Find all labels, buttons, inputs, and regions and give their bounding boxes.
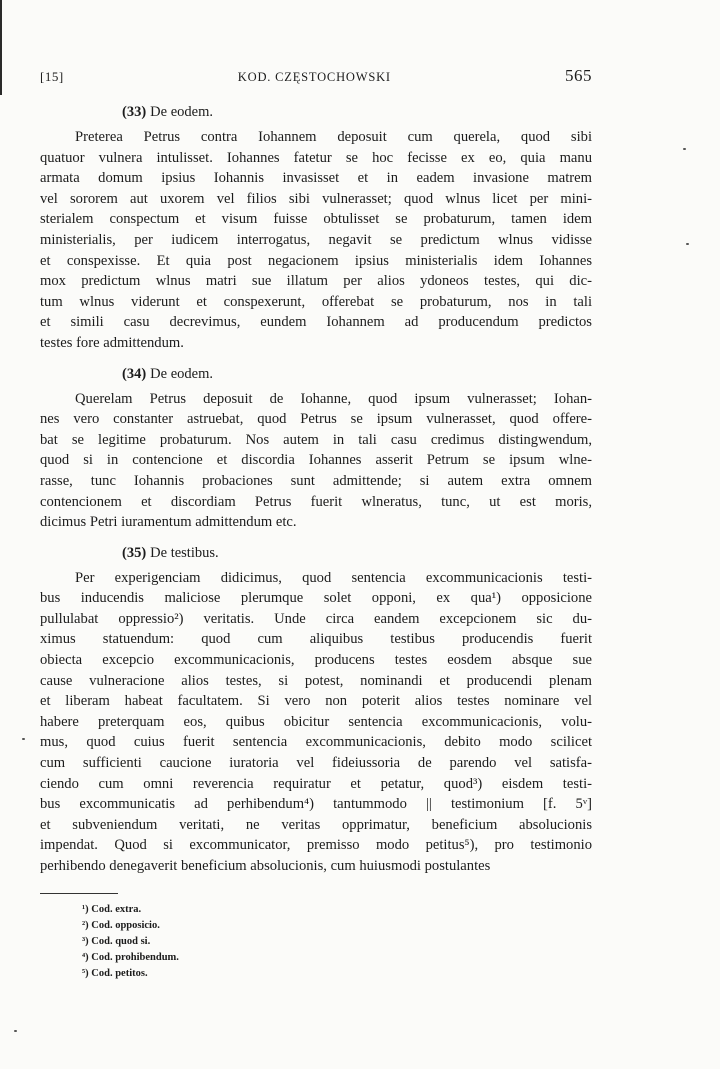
text-line: obiecta excepcio excommunicacionis, producens testes eosdem absque sue: [40, 652, 592, 669]
page-number: 565: [564, 66, 592, 85]
text-line: et liberam habeat facultatem. Si vero non poterit alios testes nominare vel: [40, 693, 592, 710]
margin-rule: [0, 0, 2, 95]
scan-speck: [22, 738, 25, 740]
text-line: rasse, tunc Iohannis probaciones sunt admittende; si autem extra omnem: [40, 472, 592, 489]
text-line: ministerialis, per iudicem interrogatus, negavit se predictum wlnus vidisse: [40, 231, 592, 248]
sections: [40, 104, 592, 877]
text-line: tum wlnus viderunt et conspexerunt, offerebat se probaturum, nos in tali: [40, 293, 592, 310]
footnote: ¹) Cod. extra.: [82, 903, 142, 915]
text-line: habere preterquam eos, quibus obicitur sentencia excommunicacionis, volu-: [40, 713, 592, 730]
section: [40, 104, 592, 354]
section-number: (35): [122, 544, 147, 561]
footnote: ³) Cod. quod si.: [82, 935, 151, 947]
text-line: quod si in contencione et discordia Iohannes asserit Petrum se ipsum wlne-: [40, 452, 592, 469]
text-line: Per experigenciam didicimus, quod sentencia excommunicacionis testi-: [75, 569, 592, 586]
text-line: armata domum ipsius Iohannis invasisset et in eadem invasione matrem: [40, 170, 592, 187]
footnote: ²) Cod. opposicio.: [82, 919, 160, 931]
text-line: impendat. Quod si excommunicator, premisso modo petitus⁵), pro testimonio: [40, 837, 592, 854]
text-line: et conspexisse. Et quia post negacionem ipsius ministerialis idem Iohannes: [40, 252, 592, 269]
section-heading: [40, 104, 592, 121]
scan-speck: [683, 148, 686, 150]
text-line: sterialem conspectum et visum fuisse obtulisset se probaturum, tamen idem: [40, 211, 592, 228]
text-line: contencionem et discordiam Petrus fuerit wlneratus, tunc, ut est moris,: [40, 493, 592, 510]
section: [40, 545, 592, 877]
text-line: mox predictum wlnus matri sue illatum per alios ydoneos testes, qui dic-: [40, 273, 592, 290]
section-title: De eodem.: [150, 104, 213, 120]
text-line: perhibendo denegaverit beneficium absolucionis, cum huiusmodi postulantes: [40, 858, 491, 874]
text-line: et subveniendum veritati, ne veritas opprimatur, beneficium absolucionis: [40, 816, 592, 833]
text-line: cum sufficienti caucione iuratoria vel fideiussoria de parendo vel satisfa-: [40, 755, 592, 772]
header-title: KOD. CZĘSTOCHOWSKI: [237, 70, 391, 84]
text-line: bus excommunicatis ad perhibendum⁴) tantummodo || testimonium [f. 5ᵛ]: [40, 796, 592, 813]
footnote: ⁴) Cod. prohibendum.: [82, 951, 179, 963]
section-number: (33): [122, 104, 147, 120]
text-line: nes vero constanter astruebat, quod Petrus se ipsum vulnerasset, quod offere-: [40, 411, 592, 428]
scan-speck: [686, 243, 689, 245]
text-line: cause vulneracione alios testes, si potest, nominandi et producendi plenam: [40, 672, 592, 689]
scan-speck: [14, 1030, 17, 1032]
text-line: Querelam Petrus deposuit de Iohanne, quod ipsum vulnerasset; Iohan-: [75, 390, 592, 407]
text-line: Preterea Petrus contra Iohannem deposuit cum querela, quod sibi: [75, 129, 592, 145]
text-line: vel sororem aut uxorem vel filios sibi vulnerasset; quod wlnus licet per mini-: [40, 190, 592, 207]
text-line: mus, quod cuius fuerit sentencia excommunicacionis, debito modo scilicet: [40, 734, 592, 751]
section-number: (34): [122, 365, 147, 382]
section-heading: [40, 366, 592, 383]
text-line: pullulabat oppressio²) veritatis. Unde circa eandem excepcionem sic du-: [40, 610, 592, 627]
footnote-rule: [40, 893, 118, 894]
page: [40, 66, 592, 982]
text-line: dicimus Petri iuramentum admittendum etc.: [40, 514, 297, 531]
text-line: bat se legitime probaturum. Nos autem in tali casu credimus distingwendum,: [40, 431, 592, 448]
paragraph: [40, 389, 592, 533]
header-left: [15]: [40, 69, 64, 84]
paragraph: [40, 568, 592, 877]
running-head: [40, 66, 592, 86]
section-heading: [40, 545, 592, 562]
footnote: ⁵) Cod. petitos.: [82, 967, 148, 979]
text-line: ximus statuendum: quod cum aliquibus testibus producendis fuerit: [40, 631, 592, 648]
section-title: De testibus.: [150, 544, 219, 561]
footnotes: [40, 902, 592, 982]
section: [40, 366, 592, 533]
text-line: quatuor vulnera intulisset. Iohannes fatetur se hoc fecisse ex eo, quia manu: [40, 149, 592, 166]
text-line: testes fore admittendum.: [40, 334, 184, 351]
text-line: et simili casu decrevimus, eundem Iohannem ad producendum predictos: [40, 314, 592, 331]
paragraph: [40, 127, 592, 354]
text-line: bus inducendis maliciose plerumque solet opponi, ex qua¹) opposicione: [40, 590, 592, 607]
text-line: ciendo cum omni reverencia requiratur et petatur, quod³) eisdem testi-: [40, 775, 592, 792]
section-title: De eodem.: [150, 365, 213, 382]
